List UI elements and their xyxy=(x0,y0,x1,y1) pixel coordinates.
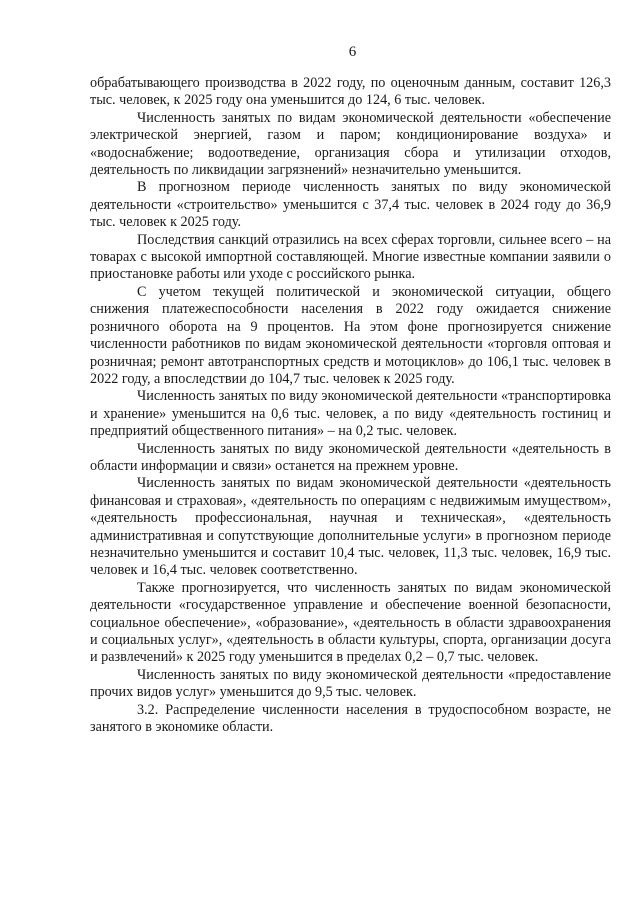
section-heading-3-2: 3.2. Распределение численности населения в трудоспособном возрасте, не занятого в экономике области. xyxy=(90,701,611,736)
paragraph-transport-hospitality: Численность занятых по виду экономической деятельности «транспортировка и хранение» уменьшится на 0,6 тыс. человек, а по виду «деятельность гостиниц и предприятий общественного питания» – на 0,2 тыс. человек. xyxy=(90,388,611,440)
paragraph-sanctions-trade: Последствия санкций отразились на всех сферах торговли, сильнее всего – на товарах с высокой импортной составляющей. Многие известные компании заявили о приостановке работы или уходе с российского рынка. xyxy=(90,231,611,283)
paragraph-energy-water-supply: Численность занятых по видам экономической деятельности «обеспечение электрической энергией, газом и паром; кондиционирование воздуха» и «водоснабжение; водоотведение, организация сбора и утилизации отходов, деятельность по ликвидации загрязнений» незначительно уменьшится. xyxy=(90,109,611,179)
paragraph-finance-real-estate: Численность занятых по видам экономической деятельности «деятельность финансовая и страховая», «деятельность по операциям с недвижимым имуществом», «деятельность профессиональная, научная и техническая», «деятельность административная и сопутствующие дополнительные услуги» в прогнозном периоде незначительно уменьшится и составит 10,4 тыс. человек, 11,3 тыс. человек, 16,9 тыс. человек и 16,4 тыс. человек соответственно. xyxy=(90,475,611,579)
paragraph-manufacturing-continued: обрабатывающего производства в 2022 году, по оценочным данным, составит 126,3 тыс. человек, к 2025 году она уменьшится до 124, 6 тыс. человек. xyxy=(90,75,611,109)
body-text xyxy=(90,75,611,736)
paragraph-information-communication: Численность занятых по виду экономической деятельности «деятельность в области информации и связи» останется на прежнем уровне. xyxy=(90,440,611,474)
paragraph-retail-turnover: С учетом текущей политической и экономической ситуации, общего снижения платежеспособности населения в 2022 году ожидается снижение розничного оборота на 9 процентов. На этом фоне прогнозируется снижение численности работников по видам экономической деятельности «торговля оптовая и розничная; ремонт автотранспортных средств и мотоциклов» до 106,1 тыс. человек в 2022 году, а впоследствии до 104,7 тыс. человек к 2025 году. xyxy=(90,283,611,387)
paragraph-public-administration: Также прогнозируется, что численность занятых по видам экономической деятельности «государственное управление и обеспечение военной безопасности, социальное обеспечение», «образование», «деятельность в области здравоохранения и социальных услуг», «деятельность в области культуры, спорта, организации досуга и развлечений» к 2025 году уменьшится в пределах 0,2 – 0,7 тыс. человек. xyxy=(90,579,611,666)
paragraph-other-services: Численность занятых по виду экономической деятельности «предоставление прочих видов услуг» уменьшится до 9,5 тыс. человек. xyxy=(90,666,611,701)
paragraph-construction: В прогнозном периоде численность занятых по виду экономической деятельности «строительство» уменьшится с 37,4 тыс. человек в 2024 году до 36,9 тыс. человек к 2025 году. xyxy=(90,179,611,231)
page-number: 6 xyxy=(348,44,357,60)
